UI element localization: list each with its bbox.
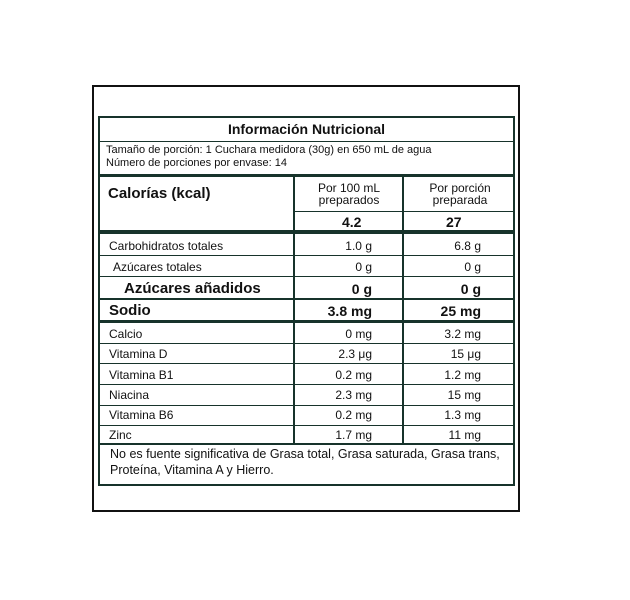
row-azucares-totales-perportion: 0 g (464, 260, 481, 274)
row-vitamina-d-label: Vitamina D (109, 347, 168, 361)
row-sodio-per100: 3.8 mg (327, 303, 372, 319)
row-divider (100, 384, 513, 385)
calories-per-100: 4.2 (342, 214, 362, 230)
row-calcio-per100: 0 mg (345, 327, 372, 341)
row-vitamina-b1-per100: 0.2 mg (335, 368, 372, 382)
row-vitamina-b1-label: Vitamina B1 (109, 368, 174, 382)
row-divider (100, 298, 513, 300)
row-azucares-anadidos-label: Azúcares añadidos (124, 280, 261, 297)
row-azucares-anadidos-per100: 0 g (351, 281, 372, 297)
calories-label: Calorías (kcal) (108, 185, 211, 202)
row-sodio-label: Sodio (109, 302, 151, 319)
per-100ml-header: Por 100 mL preparados (317, 181, 381, 207)
per-portion-header: Por porción preparada (429, 181, 491, 207)
row-carbohidratos-label: Carbohidratos totales (109, 239, 224, 253)
column-divider (293, 177, 295, 443)
row-vitamina-d-perportion: 15 μg (450, 347, 481, 361)
row-niacina-per100: 2.3 mg (335, 388, 372, 402)
servings-per-container: Número de porciones por envase: 14 (106, 157, 287, 169)
row-azucares-anadidos-perportion: 0 g (460, 281, 481, 297)
row-divider (100, 276, 513, 277)
row-calcio-perportion: 3.2 mg (444, 327, 481, 341)
footnote: No es fuente significativa de Grasa total, Grasa saturada, Grasa trans, Proteína, Vitamina A y Hierro. (110, 447, 500, 477)
row-zinc-perportion: 11 mg (448, 428, 481, 442)
label-title: Información Nutricional (100, 118, 513, 142)
row-azucares-totales-per100: 0 g (355, 260, 372, 274)
row-carbohidratos-perportion: 6.8 g (454, 239, 481, 253)
row-vitamina-d-per100: 2.3 μg (338, 347, 372, 361)
row-azucares-totales-label: Azúcares totales (113, 260, 202, 274)
row-vitamina-b6-perportion: 1.3 mg (444, 408, 481, 422)
serving-info (106, 144, 432, 170)
row-zinc-label: Zinc (109, 428, 132, 442)
thick-rule (100, 174, 513, 177)
serving-size: Tamaño de porción: 1 Cuchara medidora (30g) en 650 mL de agua (106, 144, 432, 156)
calories-per-portion: 27 (446, 214, 462, 230)
row-divider (100, 255, 513, 256)
row-vitamina-b6-per100: 0.2 mg (335, 408, 372, 422)
row-carbohidratos-per100: 1.0 g (345, 239, 372, 253)
thick-rule (100, 320, 513, 323)
row-calcio-label: Calcio (109, 327, 143, 341)
row-niacina-label: Niacina (109, 388, 150, 402)
row-zinc-per100: 1.7 mg (335, 428, 372, 442)
column-divider (402, 177, 404, 443)
nutrition-facts-panel (98, 116, 515, 486)
row-niacina-perportion: 15 mg (447, 388, 481, 402)
row-vitamina-b1-perportion: 1.2 mg (444, 368, 481, 382)
row-sodio-perportion: 25 mg (440, 303, 481, 319)
row-divider (100, 363, 513, 364)
row-divider (100, 343, 513, 344)
row-vitamina-b6-label: Vitamina B6 (109, 408, 174, 422)
